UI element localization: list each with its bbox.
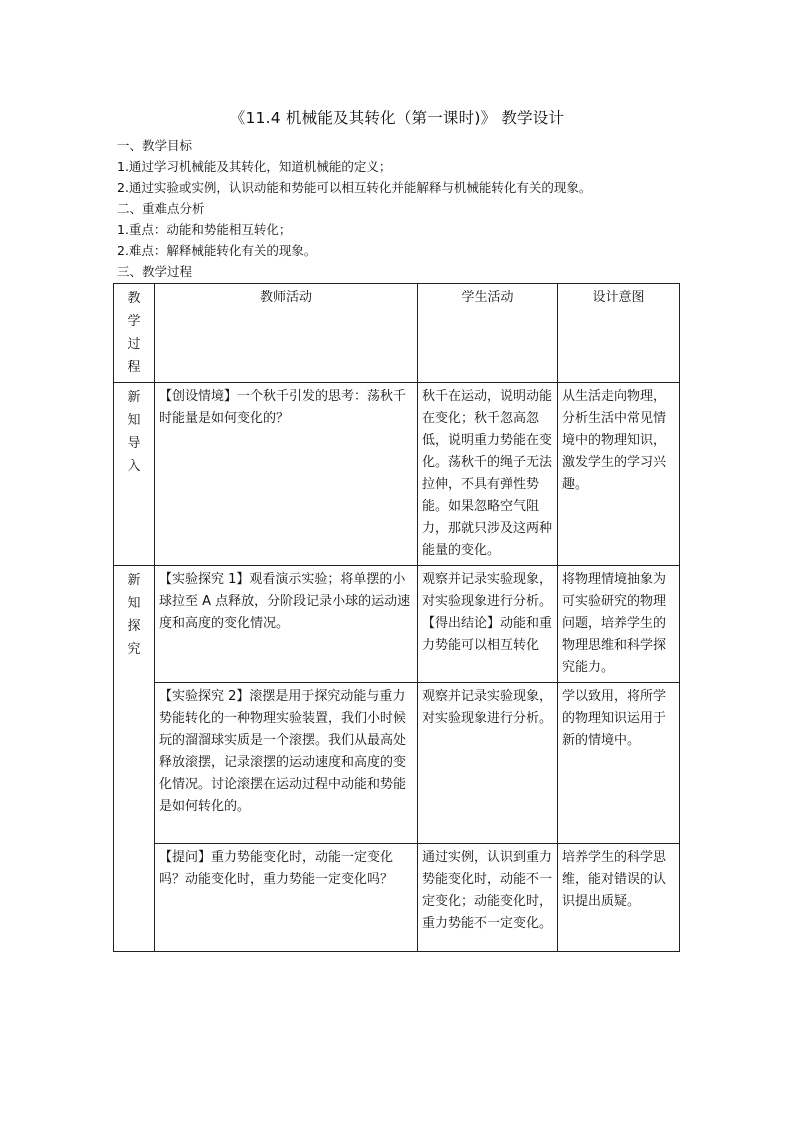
section-heading-goals: 一、教学目标 bbox=[117, 138, 193, 153]
student-activity-cell: 观察并记录实验现象，对实验现象进行分析。 bbox=[418, 683, 558, 844]
student-activity-cell: 秋千在运动，说明动能在变化；秋千忽高忽低，说明重力势能在变化。荡秋千的绳子无法拉伸，不具有弹性势能。如果忽略空气阻力，那就只涉及这两种能量的变化。 bbox=[418, 383, 558, 566]
header-design-intent: 设计意图 bbox=[558, 284, 680, 383]
design-intent-cell: 从生活走向物理，分析生活中常见情境中的物理知识，激发学生的学习兴趣。 bbox=[558, 383, 680, 566]
design-intent-cell: 培养学生的科学思维，能对错误的认识提出质疑。 bbox=[558, 844, 680, 952]
stage-char: 知 bbox=[127, 413, 141, 428]
table-row-explore-3 bbox=[114, 844, 680, 952]
teacher-activity-cell: 【实验探究 1】观看演示实验；将单摆的小球拉至 A 点释放，分阶段记录小球的运动速度和高度的变化情况。 bbox=[155, 566, 418, 683]
header-stage-char: 程 bbox=[127, 360, 141, 375]
header-stage-char: 过 bbox=[127, 337, 141, 352]
header-stage bbox=[114, 284, 155, 383]
table-row-explore-1 bbox=[114, 566, 680, 683]
stage-char: 新 bbox=[127, 390, 141, 405]
teaching-process-table bbox=[113, 283, 680, 952]
goal-2: 2.通过实验或实例，认识动能和势能可以相互转化并能解释与机械能转化有关的现象。 bbox=[117, 180, 592, 195]
stage-char: 究 bbox=[127, 642, 141, 657]
stage-explore bbox=[114, 566, 155, 952]
stage-intro bbox=[114, 383, 155, 566]
teacher-activity-cell: 【提问】重力势能变化时，动能一定变化吗？动能变化时，重力势能一定变化吗？ bbox=[155, 844, 418, 952]
stage-char: 探 bbox=[127, 619, 141, 634]
key-point: 1.重点：动能和势能相互转化； bbox=[117, 222, 292, 237]
table-row-intro bbox=[114, 383, 680, 566]
header-teacher-activity: 教师活动 bbox=[155, 284, 418, 383]
header-stage-char: 学 bbox=[127, 314, 141, 329]
teacher-activity-cell: 【实验探究 2】滚摆是用于探究动能与重力势能转化的一种物理实验装置，我们小时候玩的溜溜球实质是一个滚摆。我们从最高处释放滚摆，记录滚摆的运动速度和高度的变化情况。讨论滚摆在运动过程中动能和势能是如何转化的。 bbox=[155, 683, 418, 844]
stage-char: 知 bbox=[127, 596, 141, 611]
header-student-activity: 学生活动 bbox=[418, 284, 558, 383]
difficult-point: 2.难点：解释械能转化有关的现象。 bbox=[117, 243, 317, 258]
teacher-activity-cell: 【创设情境】一个秋千引发的思考：荡秋千时能量是如何变化的？ bbox=[155, 383, 418, 566]
student-activity-cell: 通过实例，认识到重力势能变化时，动能不一定变化；动能变化时，重力势能不一定变化。 bbox=[418, 844, 558, 952]
stage-char: 新 bbox=[127, 573, 141, 588]
document-title: 《11.4 机械能及其转化（第一课时)》 教学设计 bbox=[229, 109, 565, 127]
header-stage-char: 教 bbox=[127, 291, 141, 306]
stage-char: 导 bbox=[127, 436, 141, 451]
stage-char: 入 bbox=[127, 459, 141, 474]
student-activity-cell: 观察并记录实验现象，对实验现象进行分析。【得出结论】动能和重力势能可以相互转化 bbox=[418, 566, 558, 683]
goal-1: 1.通过学习机械能及其转化，知道机械能的定义； bbox=[117, 159, 392, 174]
design-intent-cell: 学以致用，将所学的物理知识运用于新的情境中。 bbox=[558, 683, 680, 844]
table-header-row bbox=[114, 284, 680, 383]
design-intent-cell: 将物理情境抽象为可实验研究的物理问题，培养学生的物理思维和科学探究能力。 bbox=[558, 566, 680, 683]
section-heading-process: 三、教学过程 bbox=[117, 264, 193, 279]
section-heading-key-points: 二、重难点分析 bbox=[117, 201, 205, 216]
table-row-explore-2 bbox=[114, 683, 680, 844]
